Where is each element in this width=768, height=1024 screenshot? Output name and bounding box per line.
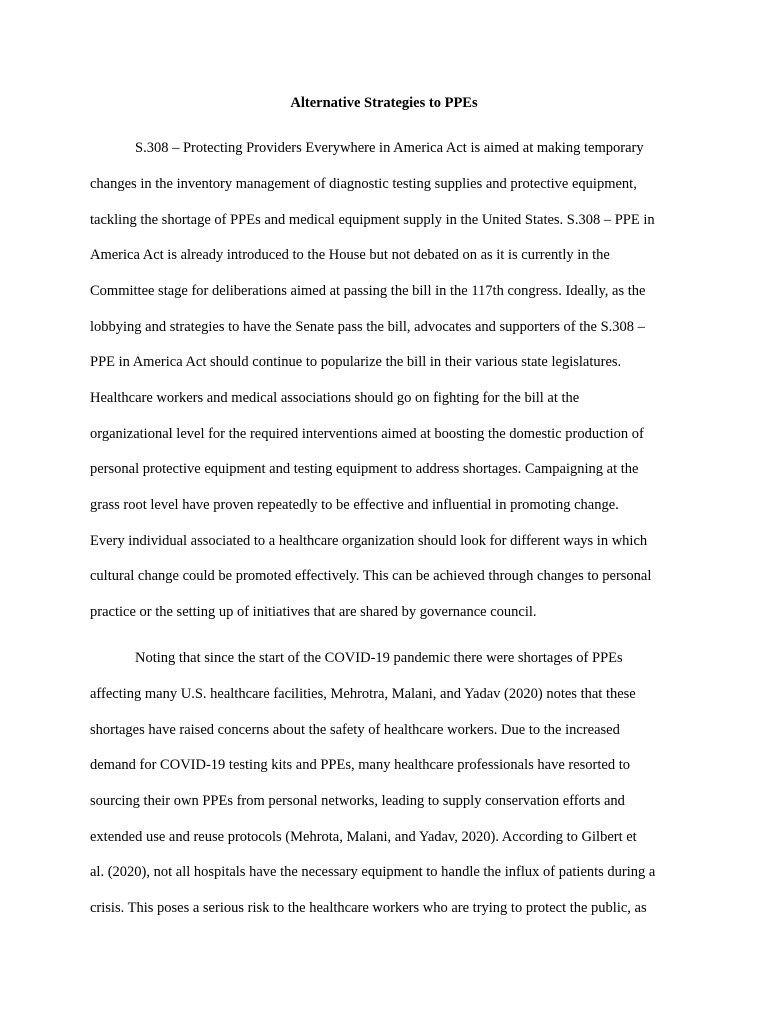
paragraph-line: Healthcare workers and medical associations should go on fighting for the bill at the (90, 390, 580, 406)
paragraph-line: sourcing their own PPEs from personal networks, leading to supply conservation efforts and (90, 793, 625, 809)
paragraph-line: S.308 – Protecting Providers Everywhere in America Act is aimed at making temporary (135, 140, 644, 156)
paragraph-line: Committee stage for deliberations aimed at passing the bill in the 117th congress. Ideally, as the (90, 283, 646, 299)
paragraph-line: practice or the setting up of initiatives that are shared by governance council. (90, 604, 537, 620)
paragraph-line: demand for COVID-19 testing kits and PPEs, many healthcare professionals have resorted to (90, 757, 630, 773)
paragraph-line: affecting many U.S. healthcare facilities, Mehrotra, Malani, and Yadav (2020) notes that these (90, 686, 636, 702)
paragraph-line: organizational level for the required interventions aimed at boosting the domestic production of (90, 426, 644, 442)
paragraph-line: shortages have raised concerns about the safety of healthcare workers. Due to the increased (90, 722, 620, 738)
paragraph-line: Every individual associated to a healthcare organization should look for different ways in which (90, 533, 648, 549)
paragraph-line: tackling the shortage of PPEs and medical equipment supply in the United States. S.308 – PPE in (90, 212, 655, 228)
paragraph-line: grass root level have proven repeatedly to be effective and influential in promoting change. (90, 497, 619, 513)
paragraph-line: extended use and reuse protocols (Mehrota, Malani, and Yadav, 2020). According to Gilbert et (90, 829, 637, 845)
paragraph-line: changes in the inventory management of diagnostic testing supplies and protective equipment, (90, 176, 637, 192)
paragraph-line: lobbying and strategies to have the Senate pass the bill, advocates and supporters of the S.308 – (90, 319, 645, 335)
paragraph-line: Noting that since the start of the COVID-19 pandemic there were shortages of PPEs (135, 650, 623, 666)
paragraph-line: PPE in America Act should continue to popularize the bill in their various state legislatures. (90, 354, 622, 370)
document-title: Alternative Strategies to PPEs (290, 95, 478, 111)
paragraph-line: crisis. This poses a serious risk to the healthcare workers who are trying to protect the public, as (90, 900, 647, 916)
paragraph-line: al. (2020), not all hospitals have the necessary equipment to handle the influx of patients during a (90, 864, 656, 880)
paragraph-line: cultural change could be promoted effectively. This can be achieved through changes to personal (90, 568, 652, 584)
paragraph-line: personal protective equipment and testing equipment to address shortages. Campaigning at the (90, 461, 639, 477)
paragraph-line: America Act is already introduced to the House but not debated on as it is currently in the (90, 247, 610, 263)
